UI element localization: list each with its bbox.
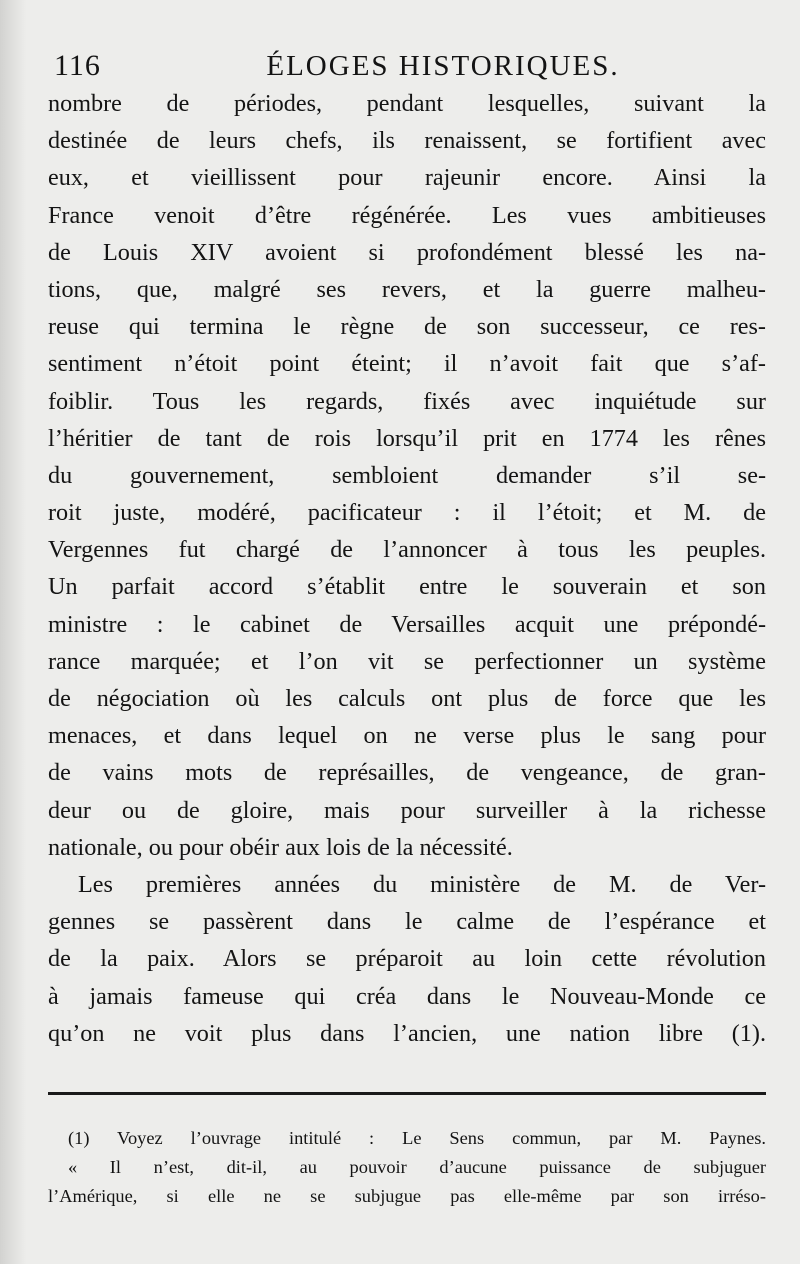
body-line: destinée de leurs chefs, ils renaissent, se fortifient avec: [48, 127, 766, 155]
footnote-line: (1) Voyez l’ouvrage intitulé : Le Sens commun, par M. Paynes.: [68, 1128, 766, 1148]
body-line: eux, et vieillissent pour rajeunir encore. Ainsi la: [48, 164, 766, 192]
body-line: ministre : le cabinet de Versailles acquit une prépondé-: [48, 610, 766, 638]
body-line: sentiment n’étoit point éteint; il n’avoit fait que s’af-: [48, 350, 766, 378]
body-text: [48, 85, 766, 1052]
body-line: tions, que, malgré ses revers, et la guerre malheu-: [48, 275, 766, 303]
body-line: reuse qui termina le règne de son successeur, ce res-: [48, 313, 766, 341]
body-line: du gouvernement, sembloient demander s’il se-: [48, 461, 766, 489]
body-line: qu’on ne voit plus dans l’ancien, une nation libre (1).: [48, 1019, 766, 1047]
body-line: nombre de périodes, pendant lesquelles, suivant la: [48, 90, 766, 117]
body-line: France venoit d’être régénérée. Les vues ambitieuses: [48, 201, 766, 229]
body-line: nationale, ou pour obéir aux lois de la nécessité.: [48, 833, 513, 861]
page-number: 116: [54, 49, 101, 82]
binding-shadow: [0, 0, 26, 1264]
body-line: l’héritier de tant de rois lorsqu’il prit en 1774 les rênes: [48, 424, 766, 452]
running-title: ÉLOGES HISTORIQUES.: [266, 50, 620, 82]
page-header: [48, 46, 768, 86]
body-line: de la paix. Alors se préparoit au loin cette révolution: [48, 945, 766, 973]
footnote: [48, 1124, 766, 1211]
footnote-line: l’Amérique, si elle ne se subjugue pas elle-même par son irréso-: [48, 1186, 766, 1206]
body-line: Vergennes fut chargé de l’annoncer à tous les peuples.: [48, 536, 766, 564]
body-line: roit juste, modéré, pacificateur : il l’étoit; et M. de: [48, 499, 766, 527]
body-line: foiblir. Tous les regards, fixés avec inquiétude sur: [48, 387, 766, 415]
body-line: de négociation où les calculs ont plus de force que les: [48, 685, 766, 712]
body-line: Un parfait accord s’établit entre le souverain et son: [48, 573, 766, 601]
body-line: rance marquée; et l’on vit se perfectionner un système: [48, 647, 766, 675]
body-line: gennes se passèrent dans le calme de l’espérance et: [48, 908, 766, 936]
body-line: Les premières années du ministère de M. de Ver-: [78, 870, 766, 898]
body-line: de Louis XIV avoient si profondément blessé les na-: [48, 238, 766, 266]
body-line: de vains mots de représailles, de vengeance, de gran-: [48, 759, 766, 787]
footnote-rule: [48, 1092, 766, 1095]
body-line: à jamais fameuse qui créa dans le Nouveau-Monde ce: [48, 982, 766, 1010]
body-line: menaces, et dans lequel on ne verse plus le sang pour: [48, 722, 766, 750]
body-line: deur ou de gloire, mais pour surveiller à la richesse: [48, 796, 766, 824]
footnote-line: « Il n’est, dit-il, au pouvoir d’aucune puissance de subjuguer: [68, 1157, 766, 1177]
